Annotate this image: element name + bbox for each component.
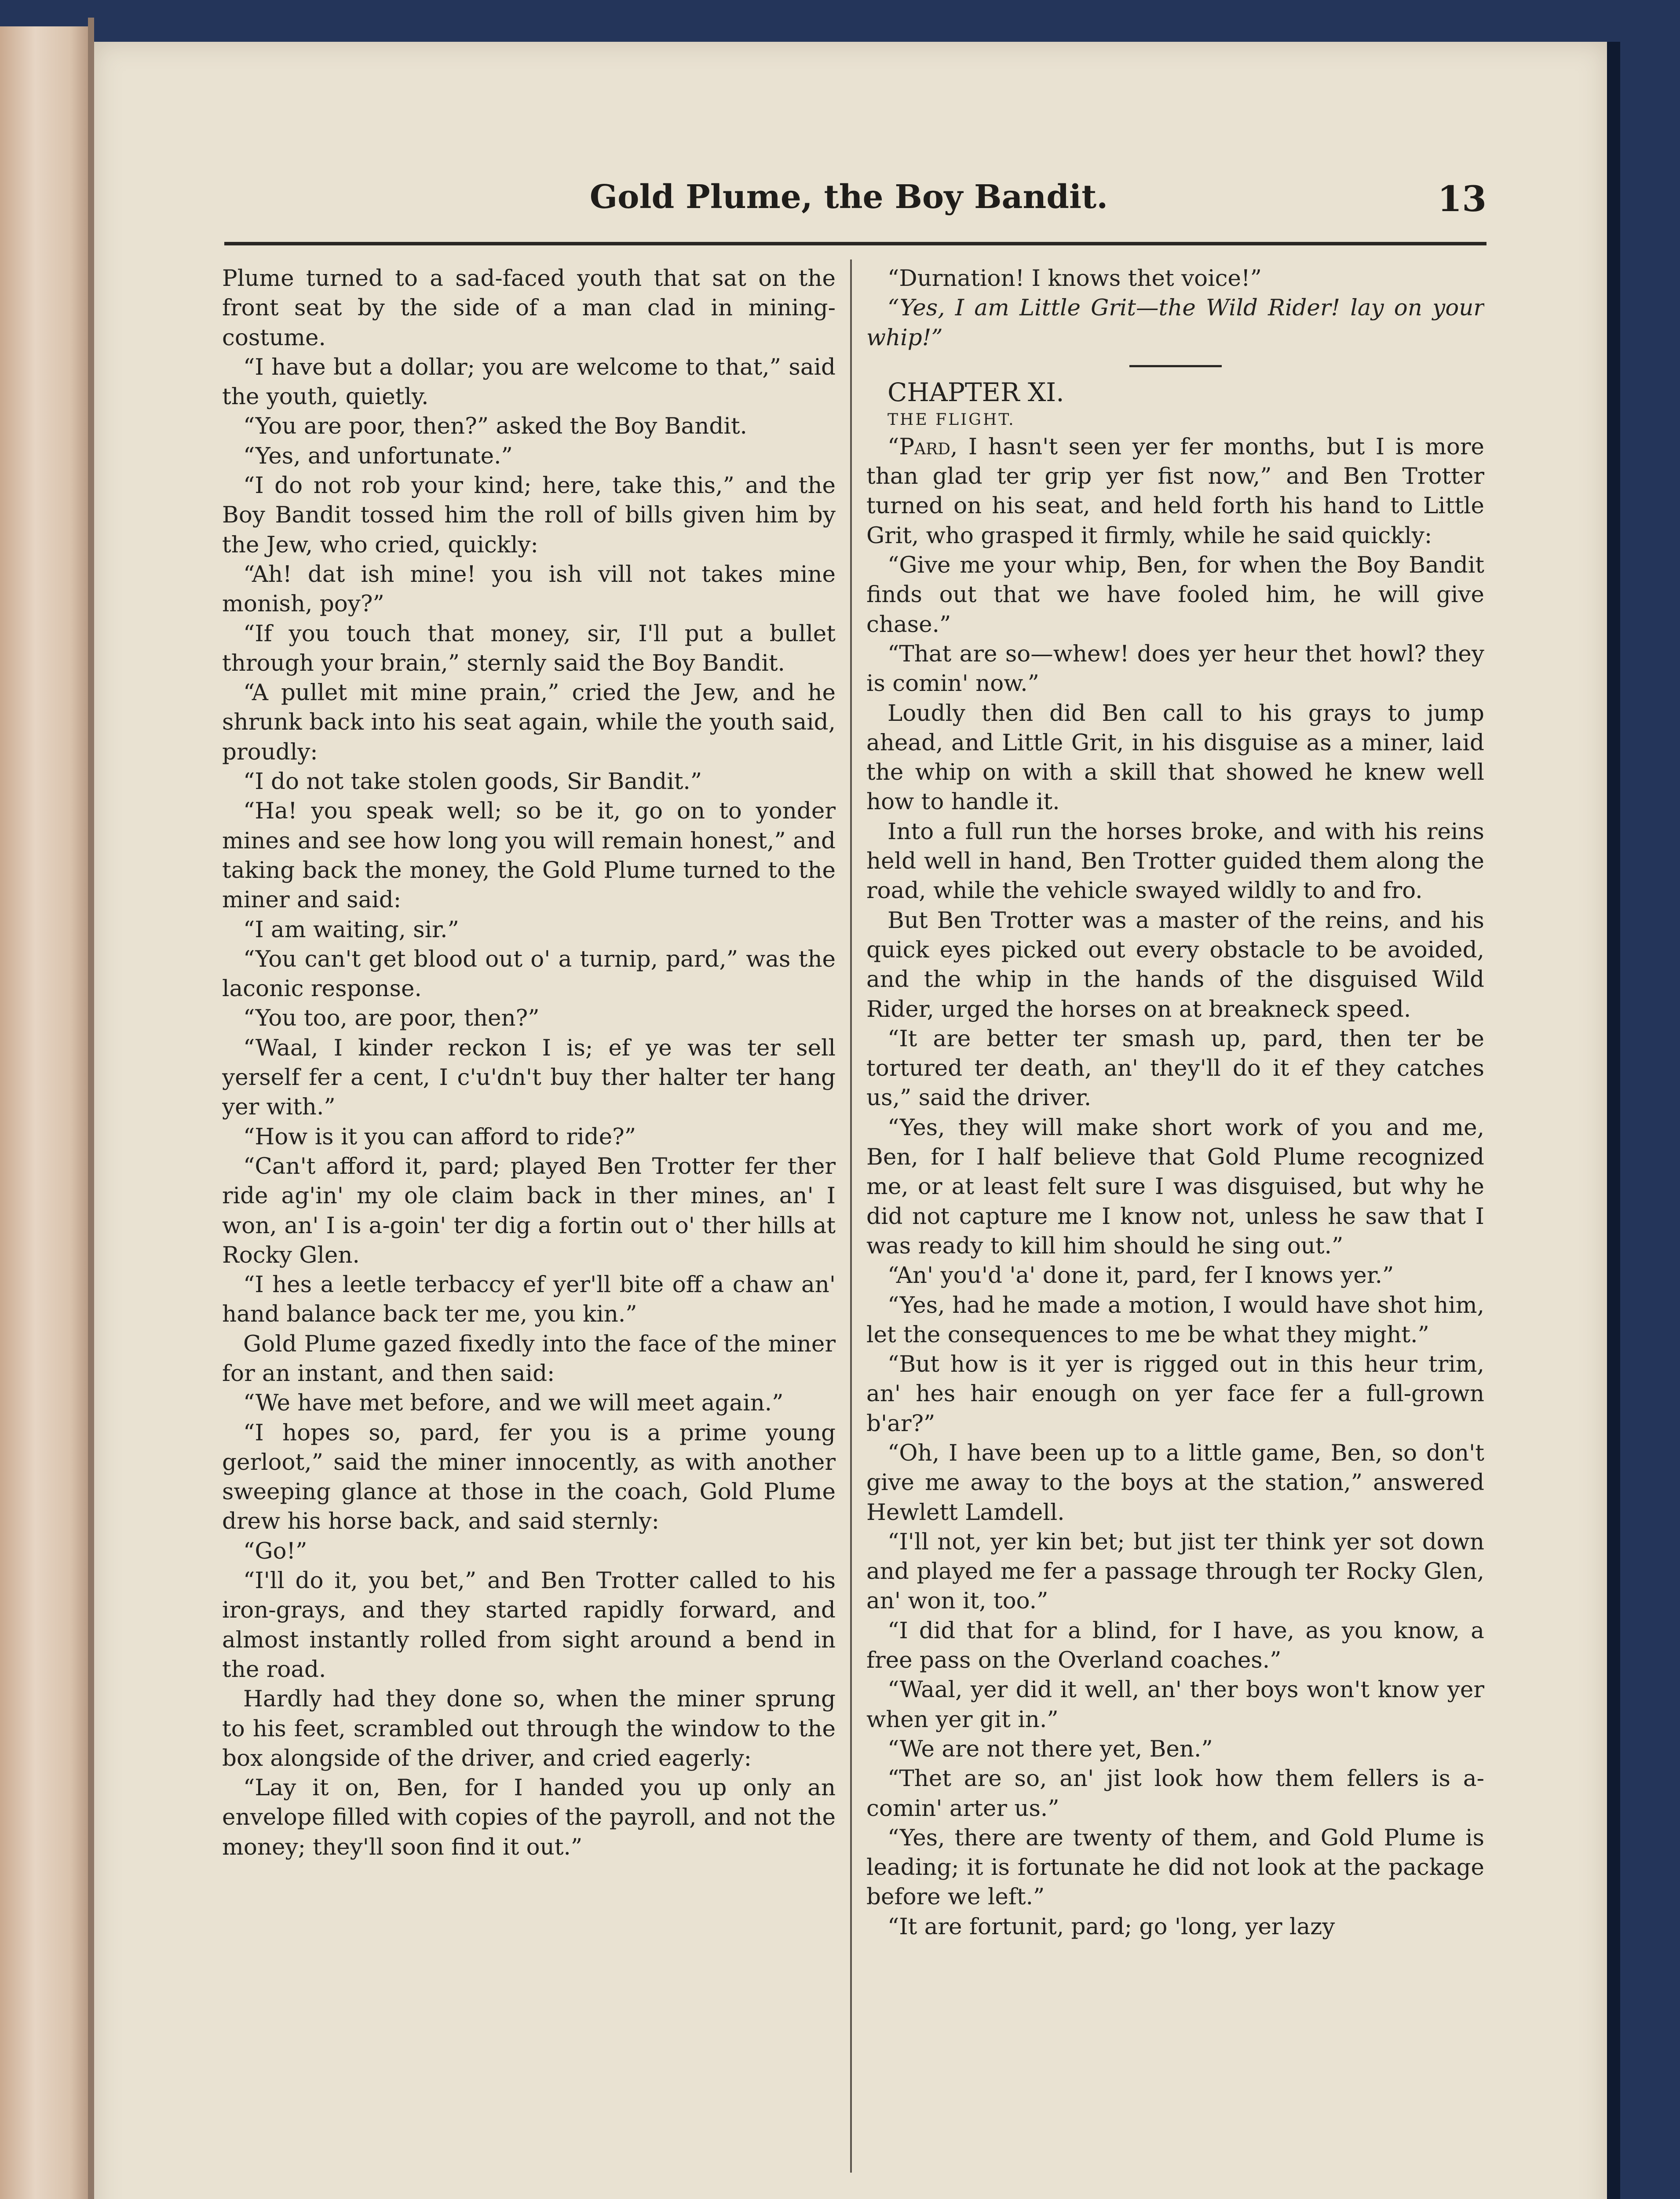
page-shadow	[1607, 42, 1620, 2199]
paragraph: “Give me your whip, Ben, for when the Boy Bandit finds out that we have fooled him, he will give chase.”	[866, 552, 1484, 638]
paragraph: Plume turned to a sad-faced youth that sat on the front seat by the side of a man clad in mining-costume.	[222, 265, 836, 351]
paragraph: “Yes, and unfortunate.”	[243, 442, 513, 469]
paragraph: “If you touch that money, sir, I'll put a bullet through your brain,” sternly said the Boy Bandit.	[222, 620, 836, 676]
right-column	[866, 264, 1484, 2168]
paragraph: “I hes a leetle terbaccy ef yer'll bite off a chaw an' hand balance back ter me, you kin.”	[222, 1271, 836, 1328]
paragraph: “Ha! you speak well; so be it, go on to yonder mines and see how long you will remain honest,” and taking back the money, the Gold Plume turned to the miner and said:	[222, 798, 836, 913]
paragraph: “I did that for a blind, for I have, as you know, a free pass on the Overland coaches.”	[866, 1617, 1484, 1674]
running-head-title: Gold Plume, the Boy Bandit.	[589, 178, 1108, 216]
paragraph: “Yes, there are twenty of them, and Gold Plume is leading; it is fortunate he did not look at the package before we left.”	[866, 1824, 1484, 1910]
paragraph: “I'll do it, you bet,” and Ben Trotter called to his iron-grays, and they started rapidly forward, and almost instantly rolled from sight around a bend in the road.	[222, 1567, 836, 1683]
paragraph	[866, 432, 1484, 551]
paragraph: Loudly then did Ben call to his grays to jump ahead, and Little Grit, in his disguise as a miner, laid the whip on with a skill that showed he knew well how to handle it.	[866, 700, 1484, 815]
paragraph: “Yes, had he made a motion, I would have shot him, let the consequences to me be what they might.”	[866, 1292, 1484, 1348]
left-page-spine	[0, 26, 91, 2199]
paragraph: “We have met before, and we will meet again.”	[243, 1390, 784, 1417]
paragraph: “I am waiting, sir.”	[243, 916, 459, 943]
header-rule	[224, 242, 1486, 245]
paragraph: But Ben Trotter was a master of the reins, and his quick eyes picked out every obstacle to be avoided, and the whip in the hands of the disguised Wild Rider, urged the horses on at breakneck speed.	[866, 907, 1484, 1023]
chapter-title: CHAPTER XI.	[887, 377, 1064, 407]
paragraph: “Oh, I have been up to a little game, Ben, so don't give me away to the boys at the station,” answered Hewlett Lamdell.	[866, 1439, 1484, 1526]
paragraph: “Can't afford it, pard; played Ben Trotter fer ther ride ag'in' my ole claim back in ther mines, an' I won, an' I is a-goin' ter dig a fortin out o' ther hills at Rocky Glen.	[222, 1153, 836, 1268]
paragraph: “Waal, I kinder reckon I is; ef ye was ter sell yerself fer a cent, I c'u'dn't buy ther halter ter hang yer with.”	[222, 1034, 836, 1121]
paragraph-lead: “Pard,	[887, 433, 958, 460]
paragraph: “That are so—whew! does yer heur thet howl? they is comin' now.”	[866, 640, 1484, 697]
paragraph: “But how is it yer is rigged out in this heur trim, an' hes hair enough on yer face fer a full-grown b'ar?”	[866, 1351, 1484, 1437]
paragraph: “A pullet mit mine prain,” cried the Jew, and he shrunk back into his seat again, while the youth said, proudly:	[222, 679, 836, 765]
paragraph: “You are poor, then?” asked the Boy Bandit.	[243, 413, 747, 440]
paragraph: Gold Plume gazed fixedly into the face of the miner for an instant, and then said:	[222, 1330, 836, 1387]
paragraph: “Waal, yer did it well, an' ther boys won't know yer when yer git in.”	[866, 1677, 1484, 1733]
paragraph: “Go!”	[243, 1538, 307, 1564]
paragraph: “Yes, I am Little Grit—the Wild Rider! lay on your whip!”	[866, 295, 1484, 351]
paragraph: “How is it you can afford to ride?”	[243, 1123, 636, 1150]
paragraph: “Yes, they will make short work of you and me, Ben, for I half believe that Gold Plume recognized me, or at least felt sure I was disguised, but why he did not capture me I know not, unless he saw that I was ready to kill him should he sing out.”	[866, 1114, 1484, 1259]
chapter-rule	[1129, 365, 1222, 367]
paragraph: “I hopes so, pard, fer you is a prime young gerloot,” said the miner innocently, as with another sweeping glance at those in the coach, Gold Plume drew his horse back, and said sternly:	[222, 1419, 836, 1535]
spine-edge	[88, 18, 94, 2199]
paragraph: “It are fortunit, pard; go 'long, yer lazy	[887, 1913, 1335, 1940]
paragraph: Into a full run the horses broke, and with his reins held well in hand, Ben Trotter guided them along the road, while the vehicle swayed wildly to and fro.	[866, 818, 1484, 904]
left-column	[222, 264, 836, 2168]
paragraph: “Durnation! I knows thet voice!”	[887, 265, 1262, 292]
paragraph: “I'll not, yer kin bet; but jist ter think yer sot down and played me fer a passage through ter Rocky Glen, an' won it, too.”	[866, 1528, 1484, 1615]
page-number: 13	[1437, 178, 1486, 219]
paragraph: “An' you'd 'a' done it, pard, fer I knows yer.”	[887, 1262, 1394, 1289]
paragraph: “Ah! dat ish mine! you ish vill not takes mine monish, poy?”	[222, 561, 836, 617]
paragraph: “Lay it on, Ben, for I handed you up only an envelope filled with copies of the payroll, and not the money; they'll soon find it out.”	[222, 1775, 836, 1860]
paragraph: “You too, are poor, then?”	[243, 1005, 540, 1032]
paragraph: Hardly had they done so, when the miner sprung to his feet, scrambled out through the window to the box alongside of the driver, and cried eagerly:	[222, 1686, 836, 1772]
paragraph: “I do not rob your kind; here, take this,” and the Boy Bandit tossed him the roll of bills given him by the Jew, who cried, quickly:	[222, 472, 836, 558]
paragraph: “I do not take stolen goods, Sir Bandit.”	[243, 768, 702, 795]
paragraph: “You can't get blood out o' a turnip, pard,” was the laconic response.	[222, 946, 836, 1002]
paragraph-text: I hasn't seen yer fer months, but I is more than glad ter grip yer fist now,” and Ben Trotter turned on his seat, and held forth his hand to Little Grit, who grasped it firmly, while he said quickly:	[866, 433, 1484, 549]
paragraph: “Thet are so, an' jist look how them fellers is a-comin' arter us.”	[866, 1765, 1484, 1822]
chapter-subtitle: THE FLIGHT.	[887, 410, 1015, 429]
paragraph: “I have but a dollar; you are welcome to that,” said the youth, quietly.	[222, 354, 836, 410]
column-divider	[850, 259, 852, 2173]
paragraph: “It are better ter smash up, pard, then ter be tortured ter death, an' they'll do it ef they catches us,” said the driver.	[866, 1025, 1484, 1111]
paragraph: “We are not there yet, Ben.”	[887, 1735, 1213, 1762]
